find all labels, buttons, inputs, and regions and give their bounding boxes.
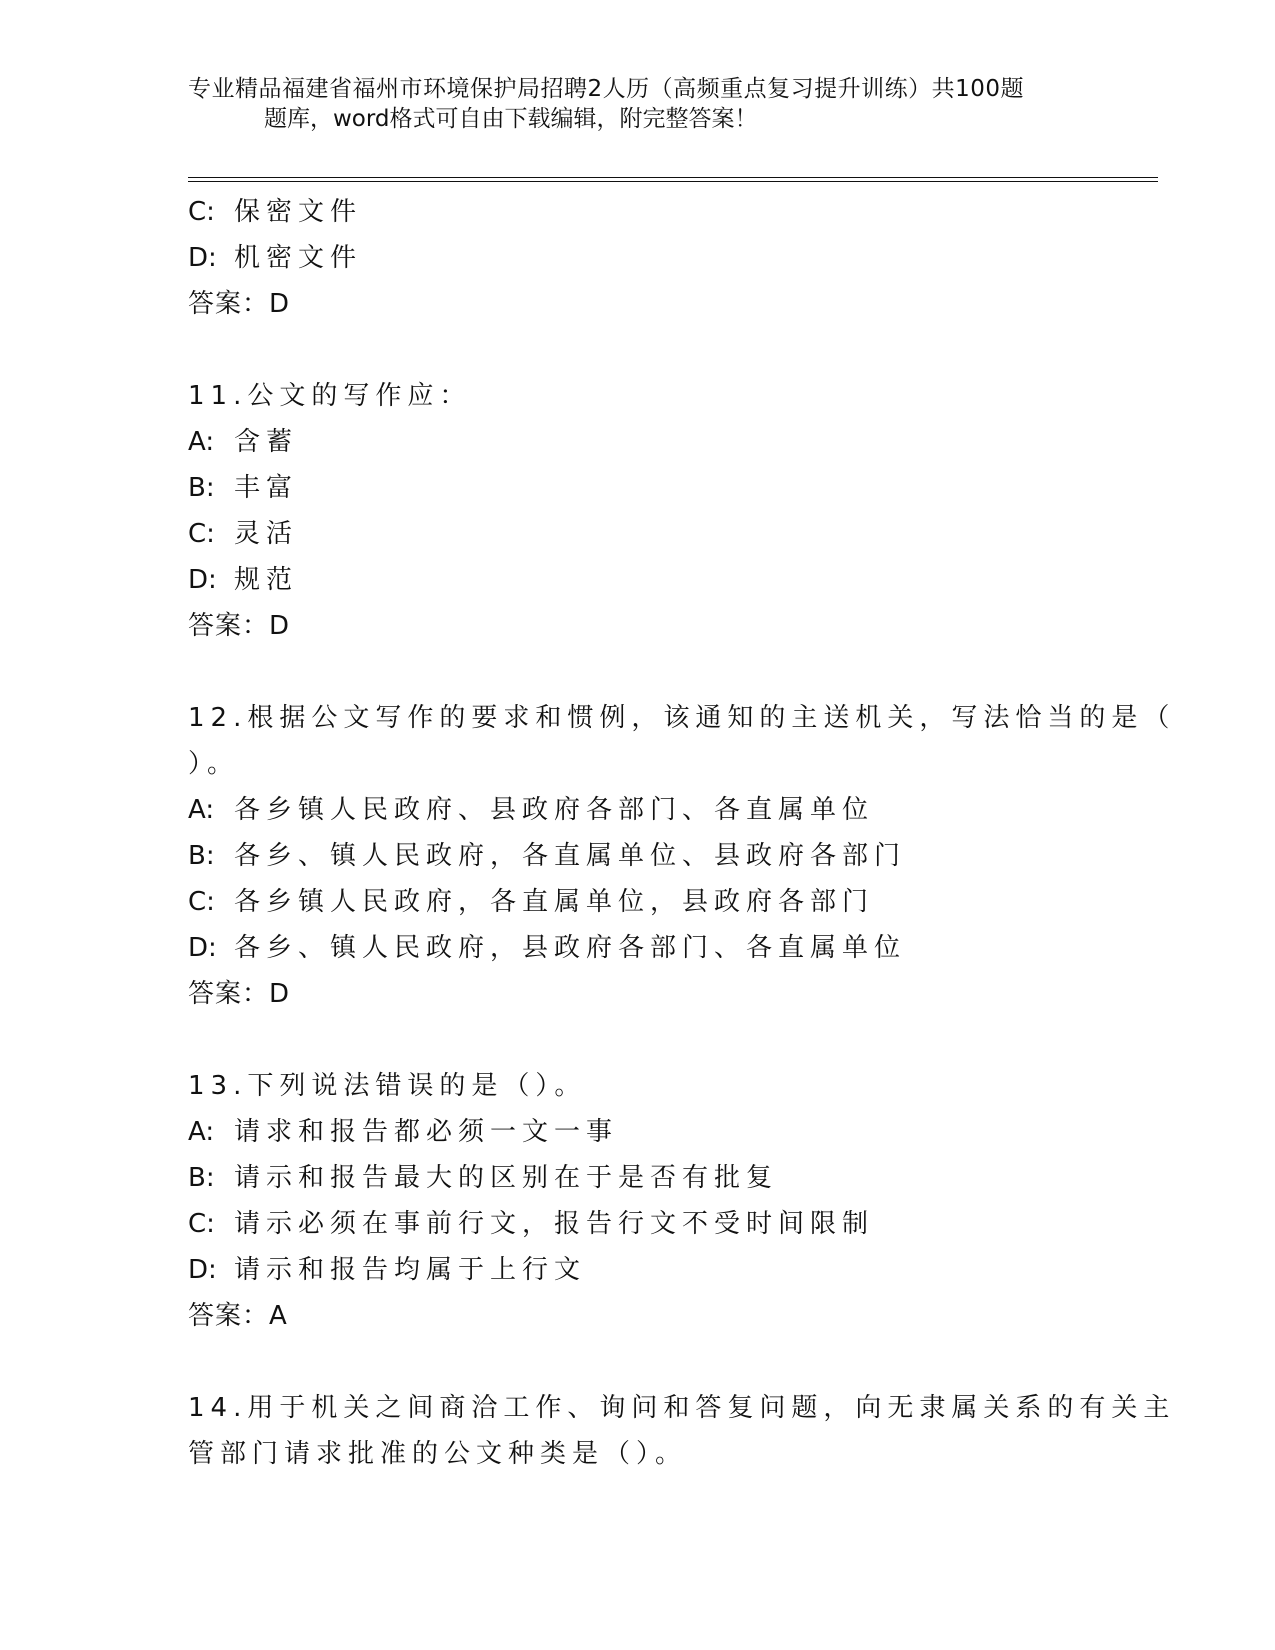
option-b xyxy=(188,833,1088,879)
option-key: D: xyxy=(188,565,217,595)
header-divider-bottom xyxy=(188,181,1158,182)
option-a xyxy=(188,787,1088,833)
header-divider-top xyxy=(188,177,1158,178)
option-d xyxy=(188,1247,1088,1293)
option-text: 各乡、镇人民政府，各直属单位、县政府各部门 xyxy=(234,841,907,871)
header-title-line1: 专业精品福建省福州市环境保护局招聘2人历（高频重点复习提升训练）共100题 xyxy=(188,76,1025,102)
option-text: 保密文件 xyxy=(234,197,363,227)
question-stem-line1: 14.用于机关之间商洽工作、询问和答复问题，向无隶属关系的有关主 xyxy=(188,1393,1176,1423)
document-body xyxy=(188,189,1176,1477)
option-c xyxy=(188,879,1088,925)
question-10-continuation xyxy=(188,189,1088,327)
option-text: 各乡、镇人民政府，县政府各部门、各直属单位 xyxy=(234,933,907,963)
option-text: 请示必须在事前行文，报告行文不受时间限制 xyxy=(234,1209,875,1239)
option-text: 丰富 xyxy=(234,473,299,503)
question-stem-line2: ）。 xyxy=(188,749,240,779)
answer-line: 答案：A xyxy=(188,1301,288,1331)
option-c xyxy=(188,189,1088,235)
question-stem: 11.公文的写作应： xyxy=(188,381,472,411)
option-text: 机密文件 xyxy=(234,243,363,273)
option-key: D: xyxy=(188,933,217,963)
question-stem-line2: 管部门请求批准的公文种类是（）。 xyxy=(188,1439,688,1469)
option-key: C: xyxy=(188,197,215,227)
option-key: A: xyxy=(188,795,215,825)
option-d xyxy=(188,235,1088,281)
option-c xyxy=(188,1201,1088,1247)
answer-line: 答案：D xyxy=(188,979,291,1009)
option-text: 请示和报告最大的区别在于是否有批复 xyxy=(234,1163,779,1193)
question-12 xyxy=(188,695,1176,1017)
option-a xyxy=(188,419,1088,465)
option-b xyxy=(188,1155,1088,1201)
option-key: C: xyxy=(188,887,215,917)
question-11 xyxy=(188,373,1088,649)
option-b xyxy=(188,465,1088,511)
document-header xyxy=(188,74,1088,134)
option-key: B: xyxy=(188,1163,215,1193)
option-key: D: xyxy=(188,1255,217,1285)
option-text: 请求和报告都必须一文一事 xyxy=(234,1117,619,1147)
option-key: C: xyxy=(188,1209,215,1239)
option-key: B: xyxy=(188,841,215,871)
option-key: A: xyxy=(188,427,215,457)
option-text: 各乡镇人民政府，各直属单位，县政府各部门 xyxy=(234,887,875,917)
option-key: C: xyxy=(188,519,215,549)
option-key: B: xyxy=(188,473,215,503)
answer-line: 答案：D xyxy=(188,611,291,641)
option-c xyxy=(188,511,1088,557)
question-stem-line1: 12.根据公文写作的要求和惯例，该通知的主送机关，写法恰当的是（ xyxy=(188,703,1176,733)
option-d xyxy=(188,925,1088,971)
question-stem: 13.下列说法错误的是（）。 xyxy=(188,1071,587,1101)
option-a xyxy=(188,1109,1088,1155)
option-text: 各乡镇人民政府、县政府各部门、各直属单位 xyxy=(234,795,875,825)
option-text: 含蓄 xyxy=(234,427,299,457)
header-title-line2: 题库，word格式可自由下载编辑，附完整答案！ xyxy=(264,106,758,132)
answer-line: 答案：D xyxy=(188,289,291,319)
option-key: D: xyxy=(188,243,217,273)
question-14 xyxy=(188,1385,1176,1477)
option-text: 规范 xyxy=(234,565,299,595)
option-text: 请示和报告均属于上行文 xyxy=(234,1255,587,1285)
option-key: A: xyxy=(188,1117,215,1147)
question-13 xyxy=(188,1063,1088,1339)
option-text: 灵活 xyxy=(234,519,299,549)
option-d xyxy=(188,557,1088,603)
